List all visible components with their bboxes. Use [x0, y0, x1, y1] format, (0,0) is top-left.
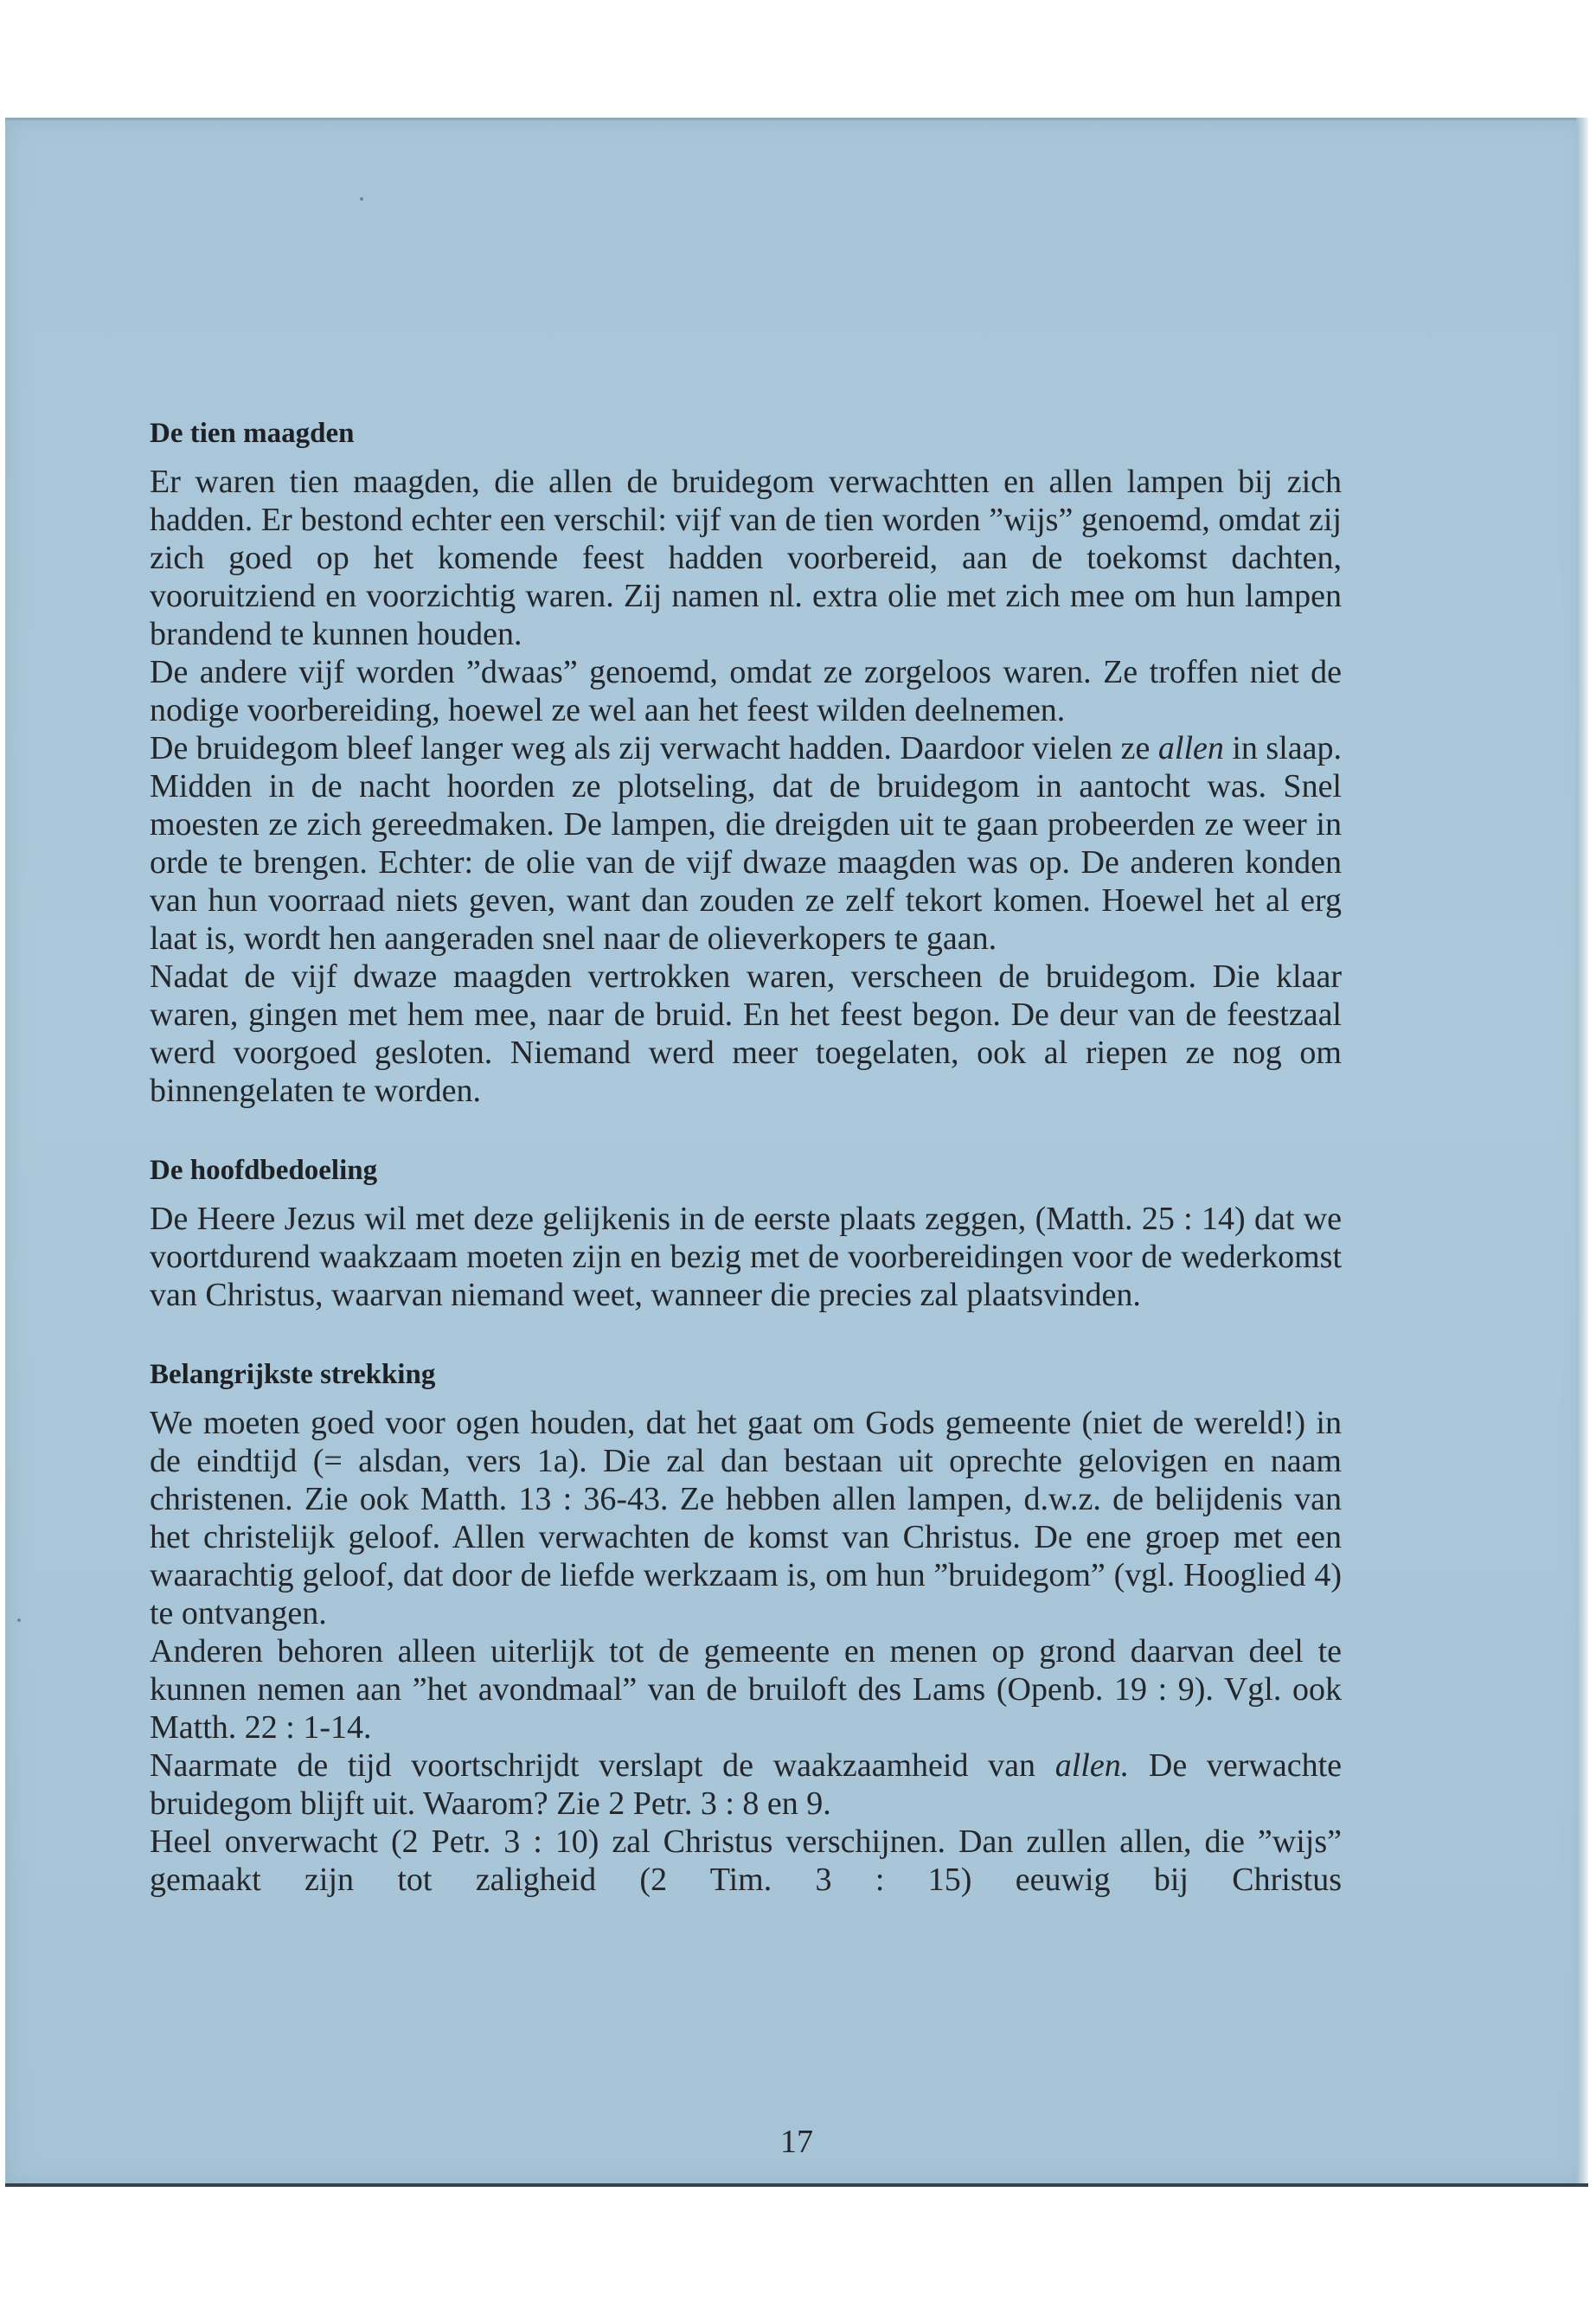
section-belangrijkste-strekking	[150, 1357, 1342, 1899]
italic-emphasis: allen	[1157, 730, 1224, 766]
page-bottom-edge	[5, 2183, 1588, 2187]
paper-speck	[360, 197, 363, 201]
page-number: 17	[780, 2124, 813, 2160]
paragraph: De andere vijf worden ”dwaas” genoemd, omdat ze zorgeloos waren. Ze troffen niet de nodige voorbereiding, hoewel ze wel aan het feest wilden deelnemen.	[150, 654, 1342, 728]
paragraph: Anderen behoren alleen uiterlijk tot de gemeente en menen op grond daarvan deel te kunnen nemen aan ”het avondmaal” van de bruiloft des Lams (Openb. 19 : 9). Vgl. ook Matth. 22 : 1-14.	[150, 1633, 1342, 1746]
section-title: De tien maagden	[150, 418, 355, 449]
section-de-hoofdbedoeling	[150, 1153, 1342, 1314]
section-de-tien-maagden	[150, 416, 1342, 1110]
page-content	[150, 416, 1342, 1899]
page-right-edge	[1576, 118, 1588, 2187]
section-title: Belangrijkste strekking	[150, 1359, 436, 1390]
page-top-edge	[5, 118, 1588, 120]
italic-emphasis: allen.	[1054, 1747, 1130, 1784]
paragraph: De Heere Jezus wil met deze gelijkenis in de eerste plaats zeggen, (Matth. 25 : 14) dat we voortdurend waakzaam moeten zijn en bezig met de voorbereidingen voor de wederkomst van Christus, waarvan niemand weet, wanneer die precies zal plaatsvinden.	[150, 1201, 1342, 1313]
section-title: De hoofdbedoeling	[150, 1155, 378, 1186]
paragraph: Er waren tien maagden, die allen de bruidegom verwachtten en allen lampen bij zich hadden. Er bestond echter een verschil: vijf van de tien worden ”wijs” genoemd, omdat zij zich goed op het komende feest hadden voorbereid, aan de toekomst dachten, vooruitziend en voorzichtig waren. Zij namen nl. extra olie met zich mee om hun lampen brandend te kunnen houden.	[150, 464, 1342, 652]
book-page	[5, 118, 1588, 2187]
paragraph: Heel onverwacht (2 Petr. 3 : 10) zal Christus verschijnen. Dan zullen allen, die ”wijs” gemaakt zijn tot zaligheid (2 Tim. 3 : 15) eeuwig bij Christus	[150, 1823, 1342, 1898]
paragraph: Nadat de vijf dwaze maagden vertrokken waren, verscheen de bruidegom. Die klaar waren, gingen met hem mee, naar de bruid. En het feest begon. De deur van de feestzaal werd voorgoed gesloten. Niemand werd meer toegelaten, ook al riepen ze nog om binnengelaten te worden.	[150, 958, 1342, 1109]
paper-speck	[17, 1618, 21, 1622]
paragraph: Naarmate de tijd voortschrijdt verslapt de waakzaamheid van allen. De verwachte bruidegom blijft uit. Waarom? Zie 2 Petr. 3 : 8 en 9.	[150, 1747, 1343, 1822]
paragraph: De bruidegom bleef langer weg als zij verwacht hadden. Daardoor vielen ze allen in slaap. Midden in de nacht hoorden ze plotseling, dat de bruidegom in aantocht was. Snel moesten ze zich gereedmaken. De lampen, die dreigden uit te gaan probeerden ze weer in orde te brengen. Echter: de olie van de vijf dwaze maagden was op. De anderen konden van hun voorraad niets geven, want dan zouden ze zelf tekort komen. Hoewel het al erg laat is, wordt hen aangeraden snel naar de olieverkopers te gaan.	[150, 730, 1343, 957]
paragraph: We moeten goed voor ogen houden, dat het gaat om Gods gemeente (niet de wereld!) in de eindtijd (= alsdan, vers 1a). Die zal dan bestaan uit oprechte gelovigen en naam christenen. Zie ook Matth. 13 : 36-43. Ze hebben allen lampen, d.w.z. de belijdenis van het christelijk geloof. Allen verwachten de komst van Christus. De ene groep met een waarachtig geloof, dat door de liefde werkzaam is, om hun ”bruidegom” (vgl. Hooglied 4) te ontvangen.	[150, 1405, 1342, 1631]
